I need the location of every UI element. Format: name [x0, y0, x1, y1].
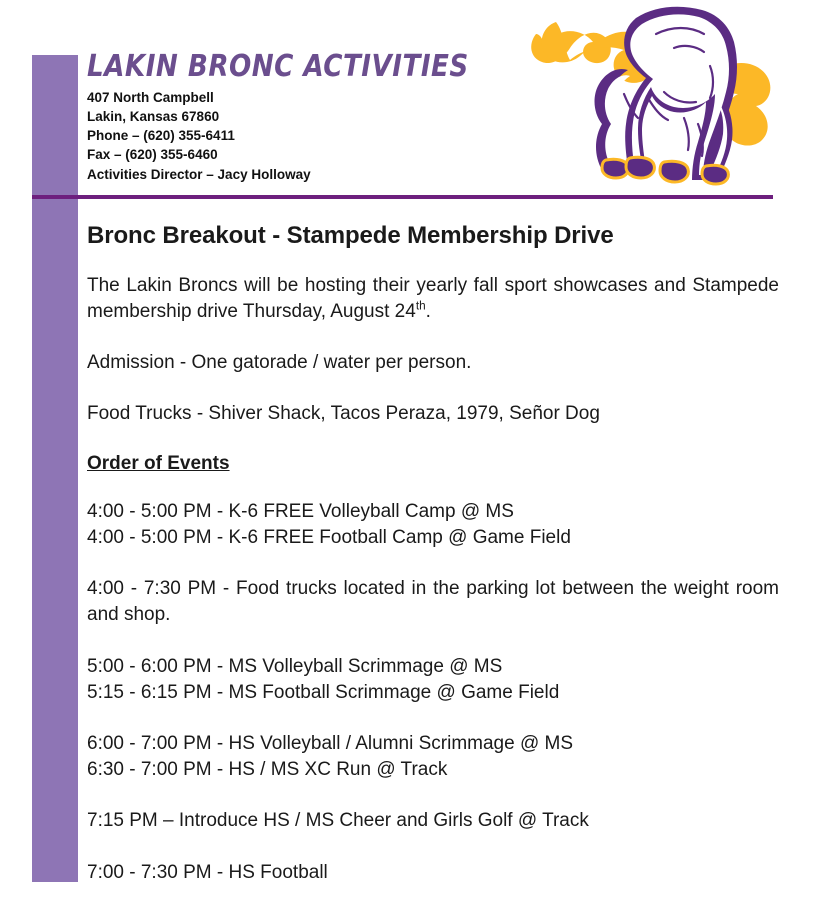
intro-text-end: .: [425, 301, 431, 323]
address-line-city: Lakin, Kansas 67860: [87, 109, 220, 125]
intro-text-main: The Lakin Broncs will be hosting their yearly fall sport showcases and Stampede membership drive Thursday, August 24: [87, 274, 779, 323]
admission-paragraph: Admission - One gatorade / water per person.: [87, 352, 472, 374]
letterhead: [87, 49, 547, 184]
event-line: 4:00 - 7:30 PM - Food trucks located in the parking lot between the weight room and shop.: [87, 578, 779, 626]
event-line: 5:15 - 6:15 PM - MS Football Scrimmage @ Game Field: [87, 681, 560, 703]
ordinal-suffix: th: [415, 299, 426, 313]
event-line: 4:00 - 5:00 PM - K-6 FREE Volleyball Camp @ MS: [87, 500, 514, 522]
bucking-bronco-logo-icon: [524, 0, 796, 190]
event-line: 7:15 PM – Introduce HS / MS Cheer and Girls Golf @ Track: [87, 810, 589, 832]
address-line-street: 407 North Campbell: [87, 90, 214, 105]
decorative-sidebar-bar: [32, 55, 78, 882]
event-group: [87, 499, 779, 551]
organization-title: LAKIN BRONC ACTIVITIES: [87, 49, 469, 84]
event-group: [87, 731, 779, 783]
page-title: Bronc Breakout - Stampede Membership Drive: [87, 222, 614, 249]
event-line: 6:00 - 7:00 PM - HS Volleyball / Alumni Scrimmage @ MS: [87, 732, 574, 754]
document-body: [87, 222, 779, 900]
address-line-fax: Fax – (620) 355-6460: [87, 147, 218, 163]
event-line: 5:00 - 6:00 PM - MS Volleyball Scrimmage @ MS: [87, 655, 503, 677]
food-trucks-paragraph: Food Trucks - Shiver Shack, Tacos Peraza, 1979, Señor Dog: [87, 403, 600, 425]
intro-paragraph: [87, 273, 779, 325]
events-section: [87, 453, 779, 886]
header-divider-rule: [32, 195, 773, 199]
event-line: 4:00 - 5:00 PM - K-6 FREE Football Camp @ Game Field: [87, 526, 571, 548]
address-line-director: Activities Director – Jacy Holloway: [87, 166, 311, 182]
event-group: [87, 654, 779, 706]
event-line: 7:00 - 7:30 PM - HS Football: [87, 861, 328, 883]
event-group: [87, 860, 779, 886]
events-section-title: Order of Events: [87, 452, 230, 474]
event-group: [87, 576, 779, 628]
event-line: 6:30 - 7:00 PM - HS / MS XC Run @ Track: [87, 759, 448, 781]
address-line-phone: Phone – (620) 355-6411: [87, 128, 235, 144]
event-group: [87, 808, 779, 834]
address-block: [87, 88, 547, 184]
